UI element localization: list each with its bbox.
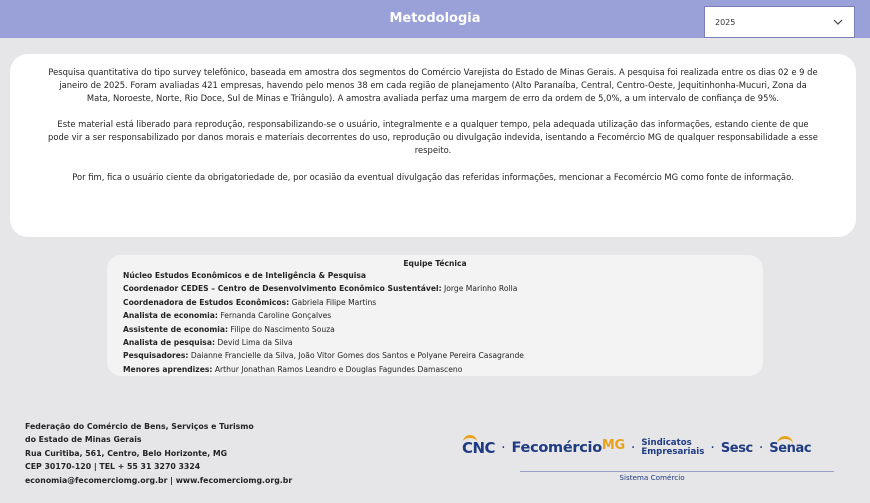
team-member: Coordenador CEDES – Centro de Desenvolvimento Econômico Sustentável: Jorge Marinho Rolla <box>123 284 518 294</box>
sistema-comercio-label: Sistema Comércio <box>462 465 842 484</box>
sindicatos-logo: Sindicatos Empresariais <box>641 437 705 457</box>
team-member: Menores aprendizes: Arthur Jonathan Ramos Leandro e Douglas Fagundes Damasceno <box>123 364 463 374</box>
team-member: Pesquisadores: Daianne Francielle da Silva, João Vitor Gomes dos Santos e Polyane Pereira Casagrande <box>123 351 524 361</box>
footer-line: do Estado de Minas Gerais <box>25 435 142 445</box>
footer-contact <box>25 420 292 487</box>
methodology-paragraph: Pesquisa quantitativa do tipo survey telefônico, baseada em amostra dos segmentos do Comércio Varejista do Estado de Minas Gerais. A pesquisa foi realizada entre os dias 02 e 9 de janeiro de 2025. Foram avaliadas 421 empresas, havendo pelo menos 38 em cada região de planejamento (Alto Paranaíba, Central, Centro-Oeste, Jequitinhonha-Mucuri, Zona da Mata, Noroeste, Norte, Rio Doce, Sul de Minas e Triângulo). A amostra avaliada perfaz uma margem de erro da ordem de 5,0%, a um intervalo de confiança de 95%. <box>48 67 818 104</box>
logo-separator: · <box>501 440 506 456</box>
senac-logo: Senac <box>769 440 812 456</box>
chevron-down-icon <box>832 16 844 28</box>
team-member: Analista de economia: Fernanda Caroline Gonçalves <box>123 311 332 321</box>
page-title: Metodologia <box>389 11 481 26</box>
team-member: Assistente de economia: Filipe do Nascimento Souza <box>123 324 335 334</box>
year-select-value: 2025 <box>715 17 736 27</box>
fecomercio-logo: FecomércioMG <box>511 438 625 456</box>
team-member: Analista de pesquisa: Devid Lima da Silva <box>123 338 293 348</box>
team-nucleus: Núcleo Estudos Econômicos e de Inteligência & Pesquisa <box>123 271 367 280</box>
technical-team-card <box>107 255 763 376</box>
logo-separator: · <box>630 440 636 456</box>
methodology-paragraph: Por fim, fica o usuário ciente da obrigatoriedade de, por ocasião da eventual divulgação das referidas informações, mencionar a Fecomércio MG como fonte de informação. <box>72 171 794 182</box>
logo-separator: · <box>710 440 715 456</box>
sesc-logo: Sesc <box>720 440 753 456</box>
team-member: Coordenadora de Estudos Econômicos: Gabriela Filipe Martins <box>123 297 377 307</box>
footer-address: Rua Curitiba, 561, Centro, Belo Horizonte, MG <box>25 448 228 458</box>
partner-logos <box>462 426 842 482</box>
year-select[interactable] <box>704 6 855 38</box>
footer-phone: CEP 30170-120 | TEL + 55 31 3270 3324 <box>25 462 201 472</box>
cnc-logo: CNC <box>462 439 496 457</box>
logo-separator: · <box>758 440 764 456</box>
team-title: Equipe Técnica <box>403 259 467 268</box>
footer-links: economia@fecomerciomg.org.br | www.fecomerciomg.org.br <box>25 475 293 485</box>
methodology-card <box>10 54 856 237</box>
methodology-paragraph: Este material está liberado para reprodução, responsabilizando-se o usuário, integralmente e a qualquer tempo, pela adequada utilização das informações, estando ciente de que pode vir a ser responsabilizado por danos morais e materiais decorrentes do uso, reprodução ou divulgação indevida, isentando a Fecomércio MG de qualquer responsabilidade a esse respeito. <box>48 119 818 156</box>
footer-line: Federação do Comércio de Bens, Serviços e Turismo <box>25 422 254 431</box>
